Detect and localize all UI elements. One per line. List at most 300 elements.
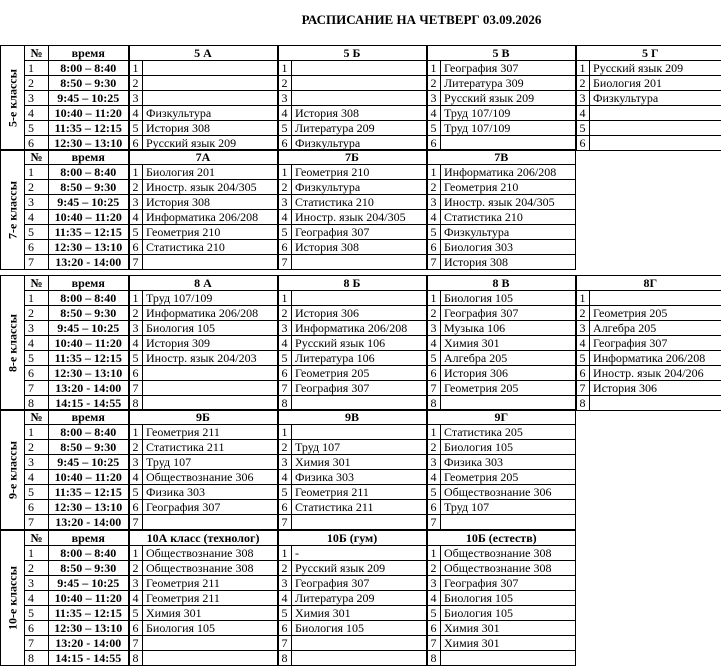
lesson-row (1, 576, 576, 591)
class-header: 10Б (естеств) (427, 531, 576, 546)
subject-cell: Биология 105 (292, 621, 427, 636)
subject-cell: Русский язык 209 (441, 91, 576, 106)
lesson-row (1, 455, 576, 470)
lesson-number: 6 (25, 621, 49, 636)
subject-cell (292, 255, 427, 270)
lesson-number: 3 (25, 455, 49, 470)
lesson-row (1, 306, 721, 321)
header-row (1, 410, 576, 425)
lesson-time: 8:00 – 8:40 (49, 291, 129, 306)
lesson-time: 8:50 – 9:30 (49, 306, 129, 321)
grade-label: 9-е классы (5, 440, 19, 499)
class-lesson-number: 6 (129, 240, 143, 255)
class-lesson-number: 1 (278, 291, 292, 306)
lesson-row (1, 651, 576, 666)
lesson-time: 8:50 – 9:30 (49, 561, 129, 576)
class-lesson-number: 7 (278, 255, 292, 270)
class-lesson-number: 4 (129, 470, 143, 485)
lesson-row (1, 470, 576, 485)
subject-cell: Информатика 206/208 (143, 210, 278, 225)
class-lesson-number: 6 (427, 136, 441, 151)
subject-cell: География 307 (292, 576, 427, 591)
subject-cell: Физкультура (292, 180, 427, 195)
class-header: 5 В (427, 46, 576, 61)
class-lesson-number: 3 (427, 195, 441, 210)
class-lesson-number: 2 (576, 76, 590, 91)
lesson-time: 8:50 – 9:30 (49, 76, 129, 91)
class-lesson-number: 7 (278, 636, 292, 651)
subject-cell: Геометрия 205 (441, 381, 576, 396)
subject-cell: Физкультура (441, 225, 576, 240)
class-lesson-number: 4 (576, 336, 590, 351)
grade-label: 8-е классы (5, 314, 19, 372)
subject-cell: Геометрия 210 (441, 180, 576, 195)
subject-cell (292, 291, 427, 306)
schedule-table (0, 530, 576, 666)
lesson-time: 10:40 – 11:20 (49, 470, 129, 485)
lesson-number: 5 (25, 121, 49, 136)
class-lesson-number: 4 (427, 336, 441, 351)
class-lesson-number: 4 (278, 106, 292, 121)
lesson-time: 13:20 - 14:00 (49, 255, 129, 270)
subject-cell: Геометрия 211 (143, 425, 278, 440)
subject-cell: Биология 105 (441, 291, 576, 306)
subject-cell: Иностр. язык 204/206 (590, 366, 721, 381)
class-lesson-number: 8 (278, 396, 292, 411)
class-header: 9Г (427, 410, 576, 425)
class-lesson-number: 2 (427, 76, 441, 91)
subject-cell: Геометрия 211 (143, 576, 278, 591)
class-lesson-number: 6 (129, 621, 143, 636)
class-lesson-number: 4 (427, 470, 441, 485)
class-lesson-number: 5 (278, 485, 292, 500)
subject-cell: Геометрия 210 (292, 165, 427, 180)
class-lesson-number: 6 (427, 500, 441, 515)
subject-cell: Статистика 210 (441, 210, 576, 225)
num-header: № (25, 276, 49, 291)
class-lesson-number: 1 (129, 425, 143, 440)
subject-cell: Химия 301 (441, 636, 576, 651)
lesson-number: 1 (25, 291, 49, 306)
class-lesson-number: 5 (427, 225, 441, 240)
subject-cell: География 307 (441, 306, 576, 321)
class-lesson-number: 4 (278, 470, 292, 485)
class-lesson-number: 7 (576, 381, 590, 396)
class-lesson-number: 4 (427, 210, 441, 225)
lesson-row (1, 76, 721, 91)
lesson-number: 2 (25, 440, 49, 455)
header-row (1, 150, 576, 165)
lesson-time: 13:20 - 14:00 (49, 515, 129, 530)
subject-cell (143, 515, 278, 530)
lesson-time: 11:35 – 12:15 (49, 121, 129, 136)
subject-cell: Геометрия 205 (441, 470, 576, 485)
class-lesson-number: 2 (129, 561, 143, 576)
lesson-row (1, 515, 576, 530)
class-lesson-number: 1 (427, 425, 441, 440)
class-lesson-number: 2 (427, 306, 441, 321)
class-lesson-number: 3 (278, 455, 292, 470)
class-lesson-number: 1 (576, 291, 590, 306)
subject-cell: География 307 (441, 576, 576, 591)
time-header: время (49, 46, 129, 61)
lesson-time: 13:20 - 14:00 (49, 636, 129, 651)
subject-cell: Биология 201 (143, 165, 278, 180)
subject-cell: История 308 (292, 240, 427, 255)
subject-cell (292, 515, 427, 530)
lesson-row (1, 91, 721, 106)
class-lesson-number: 3 (576, 91, 590, 106)
lesson-time: 10:40 – 11:20 (49, 591, 129, 606)
class-lesson-number: 2 (427, 180, 441, 195)
subject-cell (292, 61, 427, 76)
subject-cell: История 308 (441, 255, 576, 270)
num-header: № (25, 150, 49, 165)
class-lesson-number: 7 (278, 381, 292, 396)
lesson-time: 12:30 – 13:10 (49, 500, 129, 515)
lesson-row (1, 500, 576, 515)
class-lesson-number: 1 (427, 291, 441, 306)
class-header: 5 А (129, 46, 278, 61)
subject-cell: Русский язык 209 (590, 61, 721, 76)
class-lesson-number: 4 (278, 210, 292, 225)
class-header: 7А (129, 150, 278, 165)
class-lesson-number: 5 (278, 225, 292, 240)
class-lesson-number: 2 (278, 180, 292, 195)
lesson-row (1, 210, 576, 225)
class-header: 9Б (129, 410, 278, 425)
subject-cell: Информатика 206/208 (441, 165, 576, 180)
class-lesson-number: 1 (129, 546, 143, 561)
class-lesson-number: 3 (427, 321, 441, 336)
class-lesson-number: 6 (427, 240, 441, 255)
lesson-number: 4 (25, 106, 49, 121)
subject-cell: Иностр. язык 204/305 (441, 195, 576, 210)
lesson-time: 10:40 – 11:20 (49, 106, 129, 121)
class-lesson-number: 5 (129, 606, 143, 621)
class-lesson-number: 2 (427, 440, 441, 455)
time-header: время (49, 531, 129, 546)
subject-cell (143, 76, 278, 91)
class-lesson-number: 2 (427, 561, 441, 576)
header-row (1, 46, 721, 61)
class-header: 5 Г (576, 46, 721, 61)
class-header: 8Г (576, 276, 721, 291)
class-lesson-number: 1 (427, 546, 441, 561)
subject-cell: История 306 (590, 381, 721, 396)
lesson-time: 12:30 – 13:10 (49, 240, 129, 255)
class-lesson-number: 7 (129, 515, 143, 530)
lesson-row (1, 485, 576, 500)
lesson-number: 6 (25, 240, 49, 255)
class-lesson-number: 3 (427, 91, 441, 106)
subject-cell (590, 121, 721, 136)
lesson-time: 14:15 - 14:55 (49, 396, 129, 411)
subject-cell: Иностр. язык 204/305 (143, 180, 278, 195)
schedule-table (0, 409, 576, 530)
lesson-number: 8 (25, 396, 49, 411)
lesson-time: 10:40 – 11:20 (49, 210, 129, 225)
lesson-row (1, 351, 721, 366)
lesson-time: 12:30 – 13:10 (49, 136, 129, 151)
lesson-number: 1 (25, 425, 49, 440)
page-title: РАСПИСАНИЕ НА ЧЕТВЕРГ 03.09.2026 (301, 12, 542, 27)
lesson-row (1, 255, 576, 270)
subject-cell: История 308 (143, 121, 278, 136)
lesson-number: 5 (25, 606, 49, 621)
schedule-table (0, 149, 576, 270)
class-lesson-number: 8 (129, 396, 143, 411)
grade-label: 7-е классы (5, 180, 19, 239)
subject-cell: Алгебра 205 (590, 321, 721, 336)
class-lesson-number: 4 (129, 210, 143, 225)
lesson-row (1, 165, 576, 180)
subject-cell: Русский язык 106 (292, 336, 427, 351)
class-lesson-number: 1 (427, 165, 441, 180)
lesson-number: 2 (25, 561, 49, 576)
class-lesson-number: 6 (129, 500, 143, 515)
class-lesson-number: 6 (427, 366, 441, 381)
lesson-time: 8:50 – 9:30 (49, 180, 129, 195)
subject-cell: Алгебра 205 (441, 351, 576, 366)
class-lesson-number: 6 (278, 240, 292, 255)
subject-cell: Физика 303 (143, 485, 278, 500)
class-lesson-number: 3 (129, 91, 143, 106)
class-lesson-number: 3 (278, 576, 292, 591)
lesson-row (1, 440, 576, 455)
subject-cell: Обществознание 308 (441, 546, 576, 561)
class-lesson-number: 1 (278, 165, 292, 180)
lesson-time: 11:35 – 12:15 (49, 606, 129, 621)
lesson-number: 7 (25, 515, 49, 530)
subject-cell: Геометрия 205 (590, 306, 721, 321)
lesson-row (1, 106, 721, 121)
class-lesson-number: 1 (278, 425, 292, 440)
subject-cell (292, 76, 427, 91)
class-header: 5 Б (278, 46, 427, 61)
subject-cell: Статистика 205 (441, 425, 576, 440)
lesson-time: 11:35 – 12:15 (49, 225, 129, 240)
lesson-number: 5 (25, 485, 49, 500)
subject-cell: Биология 201 (590, 76, 721, 91)
lesson-row (1, 336, 721, 351)
subject-cell: Физика 303 (441, 455, 576, 470)
class-lesson-number: 4 (427, 106, 441, 121)
class-lesson-number: 1 (129, 291, 143, 306)
class-lesson-number: 3 (129, 455, 143, 470)
class-lesson-number: 5 (278, 351, 292, 366)
lesson-number: 5 (25, 225, 49, 240)
lesson-time: 13:20 - 14:00 (49, 381, 129, 396)
subject-cell (143, 255, 278, 270)
subject-cell (292, 425, 427, 440)
class-lesson-number: 6 (278, 621, 292, 636)
lesson-time: 8:00 – 8:40 (49, 165, 129, 180)
subject-cell (143, 366, 278, 381)
class-lesson-number: 7 (278, 515, 292, 530)
subject-cell: Химия 301 (441, 621, 576, 636)
class-lesson-number: 5 (427, 606, 441, 621)
lesson-row (1, 621, 576, 636)
subject-cell: - (292, 546, 427, 561)
subject-cell (590, 106, 721, 121)
lesson-time: 9:45 – 10:25 (49, 455, 129, 470)
grade-label-cell (1, 276, 25, 411)
class-lesson-number: 2 (278, 561, 292, 576)
subject-cell (590, 291, 721, 306)
subject-cell: География 307 (292, 381, 427, 396)
class-lesson-number: 6 (278, 366, 292, 381)
subject-cell: Физкультура (292, 136, 427, 151)
class-lesson-number: 6 (278, 500, 292, 515)
class-lesson-number: 6 (278, 136, 292, 151)
lesson-number: 1 (25, 61, 49, 76)
lesson-number: 1 (25, 165, 49, 180)
class-lesson-number: 6 (129, 366, 143, 381)
class-lesson-number: 2 (278, 440, 292, 455)
class-header: 8 Б (278, 276, 427, 291)
class-lesson-number: 4 (427, 591, 441, 606)
lesson-number: 5 (25, 351, 49, 366)
subject-cell: Информатика 206/208 (292, 321, 427, 336)
subject-cell: Химия 301 (292, 606, 427, 621)
subject-cell: География 307 (292, 225, 427, 240)
subject-cell: Труд 107/109 (441, 121, 576, 136)
class-lesson-number: 3 (278, 195, 292, 210)
lesson-time: 9:45 – 10:25 (49, 91, 129, 106)
class-lesson-number: 3 (129, 195, 143, 210)
class-lesson-number: 3 (576, 321, 590, 336)
subject-cell: Русский язык 209 (292, 561, 427, 576)
class-lesson-number: 6 (129, 136, 143, 151)
subject-cell: История 306 (441, 366, 576, 381)
subject-cell: География 307 (441, 61, 576, 76)
lesson-time: 10:40 – 11:20 (49, 336, 129, 351)
class-lesson-number: 2 (129, 440, 143, 455)
class-lesson-number: 2 (129, 180, 143, 195)
lesson-row (1, 180, 576, 195)
class-lesson-number: 2 (278, 306, 292, 321)
lesson-number: 7 (25, 255, 49, 270)
grade-label-cell (1, 410, 25, 530)
subject-cell: Биология 105 (441, 606, 576, 621)
subject-cell: Русский язык 209 (143, 136, 278, 151)
subject-cell: Труд 107 (292, 440, 427, 455)
lesson-time: 9:45 – 10:25 (49, 321, 129, 336)
subject-cell: Химия 301 (441, 336, 576, 351)
lesson-number: 2 (25, 306, 49, 321)
class-header: 8 В (427, 276, 576, 291)
subject-cell (143, 636, 278, 651)
lesson-number: 4 (25, 210, 49, 225)
class-lesson-number: 5 (576, 121, 590, 136)
subject-cell: Информатика 206/208 (590, 351, 721, 366)
class-lesson-number: 5 (129, 225, 143, 240)
subject-cell: Биология 105 (441, 440, 576, 455)
subject-cell: Обществознание 308 (441, 561, 576, 576)
subject-cell (590, 396, 721, 411)
subject-cell (441, 515, 576, 530)
subject-cell: География 307 (590, 336, 721, 351)
lesson-row (1, 291, 721, 306)
class-lesson-number: 8 (427, 651, 441, 666)
lesson-number: 3 (25, 576, 49, 591)
class-lesson-number: 4 (576, 106, 590, 121)
class-header: 7В (427, 150, 576, 165)
lesson-number: 4 (25, 336, 49, 351)
num-header: № (25, 410, 49, 425)
subject-cell: Труд 107/109 (441, 106, 576, 121)
subject-cell: Статистика 210 (292, 195, 427, 210)
subject-cell: Литература 106 (292, 351, 427, 366)
lesson-number: 4 (25, 591, 49, 606)
class-lesson-number: 3 (278, 91, 292, 106)
lesson-row (1, 195, 576, 210)
class-lesson-number: 4 (129, 336, 143, 351)
num-header: № (25, 46, 49, 61)
lesson-row (1, 591, 576, 606)
class-lesson-number: 7 (129, 636, 143, 651)
lesson-row (1, 61, 721, 76)
class-lesson-number: 1 (278, 61, 292, 76)
class-lesson-number: 5 (278, 121, 292, 136)
grade-label: 10-е классы (5, 566, 19, 630)
class-lesson-number: 5 (427, 121, 441, 136)
subject-cell: Биология 105 (143, 621, 278, 636)
lesson-number: 7 (25, 381, 49, 396)
class-lesson-number: 4 (129, 591, 143, 606)
lesson-time: 11:35 – 12:15 (49, 351, 129, 366)
lesson-time: 9:45 – 10:25 (49, 576, 129, 591)
subject-cell: Музыка 106 (441, 321, 576, 336)
class-lesson-number: 5 (129, 351, 143, 366)
lesson-number: 7 (25, 636, 49, 651)
class-lesson-number: 6 (427, 621, 441, 636)
subject-cell: История 308 (143, 195, 278, 210)
subject-cell: Обществознание 306 (441, 485, 576, 500)
subject-cell: Статистика 210 (143, 240, 278, 255)
schedule-table (0, 275, 721, 411)
class-lesson-number: 2 (129, 306, 143, 321)
subject-cell: Обществознание 308 (143, 546, 278, 561)
subject-cell: История 308 (292, 106, 427, 121)
lesson-number: 2 (25, 76, 49, 91)
class-lesson-number: 5 (427, 351, 441, 366)
subject-cell: История 306 (292, 306, 427, 321)
class-header: 9В (278, 410, 427, 425)
subject-cell (143, 651, 278, 666)
class-lesson-number: 8 (129, 651, 143, 666)
subject-cell: Иностр. язык 204/203 (143, 351, 278, 366)
lesson-time: 14:15 - 14:55 (49, 651, 129, 666)
subject-cell (441, 651, 576, 666)
lesson-time: 12:30 – 13:10 (49, 366, 129, 381)
class-lesson-number: 1 (427, 61, 441, 76)
class-lesson-number: 1 (576, 61, 590, 76)
class-lesson-number: 2 (129, 76, 143, 91)
schedule-table (0, 45, 721, 151)
subject-cell: Геометрия 211 (292, 485, 427, 500)
lesson-row (1, 381, 721, 396)
subject-cell: История 309 (143, 336, 278, 351)
subject-cell: Литература 209 (292, 591, 427, 606)
subject-cell (292, 636, 427, 651)
subject-cell (143, 381, 278, 396)
lesson-row (1, 561, 576, 576)
subject-cell (292, 91, 427, 106)
subject-cell: Труд 107 (143, 455, 278, 470)
lesson-row (1, 606, 576, 621)
